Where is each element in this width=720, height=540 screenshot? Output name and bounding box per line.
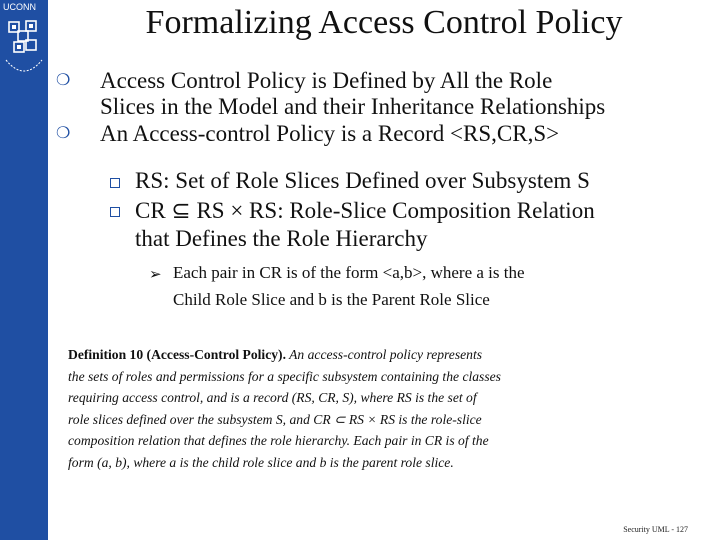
slide-title: Formalizing Access Control Policy <box>145 4 623 41</box>
square-bullet-icon <box>110 178 120 188</box>
definition-line-5: composition relation that defines the role hierarchy. Each pair in CR is of the <box>68 433 489 449</box>
definition-line-4: role slices defined over the subsystem S, and CR ⊂ RS × RS is the role-slice <box>68 411 482 427</box>
square-bullet-icon <box>110 207 120 217</box>
university-seal-icon <box>4 16 44 96</box>
arrow-item-line-2: Child Role Slice and b is the Parent Role Slice <box>173 290 490 309</box>
arrow-item-line-1: Each pair in CR is of the form <a,b>, where a is the <box>173 263 525 282</box>
bullet-1-line-1: Access Control Policy is Defined by All the Role <box>100 68 553 93</box>
definition-line-1-text: An access-control policy represents <box>289 347 483 362</box>
sub-bullet-1-text: RS: Set of Role Slices Defined over Subsystem S <box>135 168 590 193</box>
definition-line-3: requiring access control, and is a record (RS, CR, S), where RS is the set of <box>68 390 477 406</box>
bullet-2-text: An Access-control Policy is a Record <RS,CR,S> <box>100 121 560 146</box>
definition-line-1 <box>68 344 692 366</box>
definition-block <box>68 344 692 474</box>
arrow-bullet-icon: ➢ <box>149 265 162 283</box>
left-sidebar-bar <box>0 0 48 540</box>
definition-line-6: form (a, b), where a is the child role slice and b is the parent role slice. <box>68 454 454 470</box>
slide-footer: Security UML - 127 <box>623 525 688 534</box>
sub-bullet-2-line-2: that Defines the Role Hierarchy <box>135 226 428 251</box>
bullet-marker-icon: ❍ <box>56 70 71 89</box>
uconn-logo-text: UCONN <box>3 2 36 12</box>
definition-heading: Definition 10 (Access-Control Policy). <box>68 347 286 362</box>
sub-bullet-2-line-1: CR ⊆ RS × RS: Role-Slice Composition Relation <box>135 198 595 223</box>
definition-line-2: the sets of roles and permissions for a specific subsystem containing the classes <box>68 368 501 384</box>
bullet-1-line-2: Slices in the Model and their Inheritance Relationships <box>100 94 606 119</box>
bullet-marker-icon: ❍ <box>56 123 71 142</box>
